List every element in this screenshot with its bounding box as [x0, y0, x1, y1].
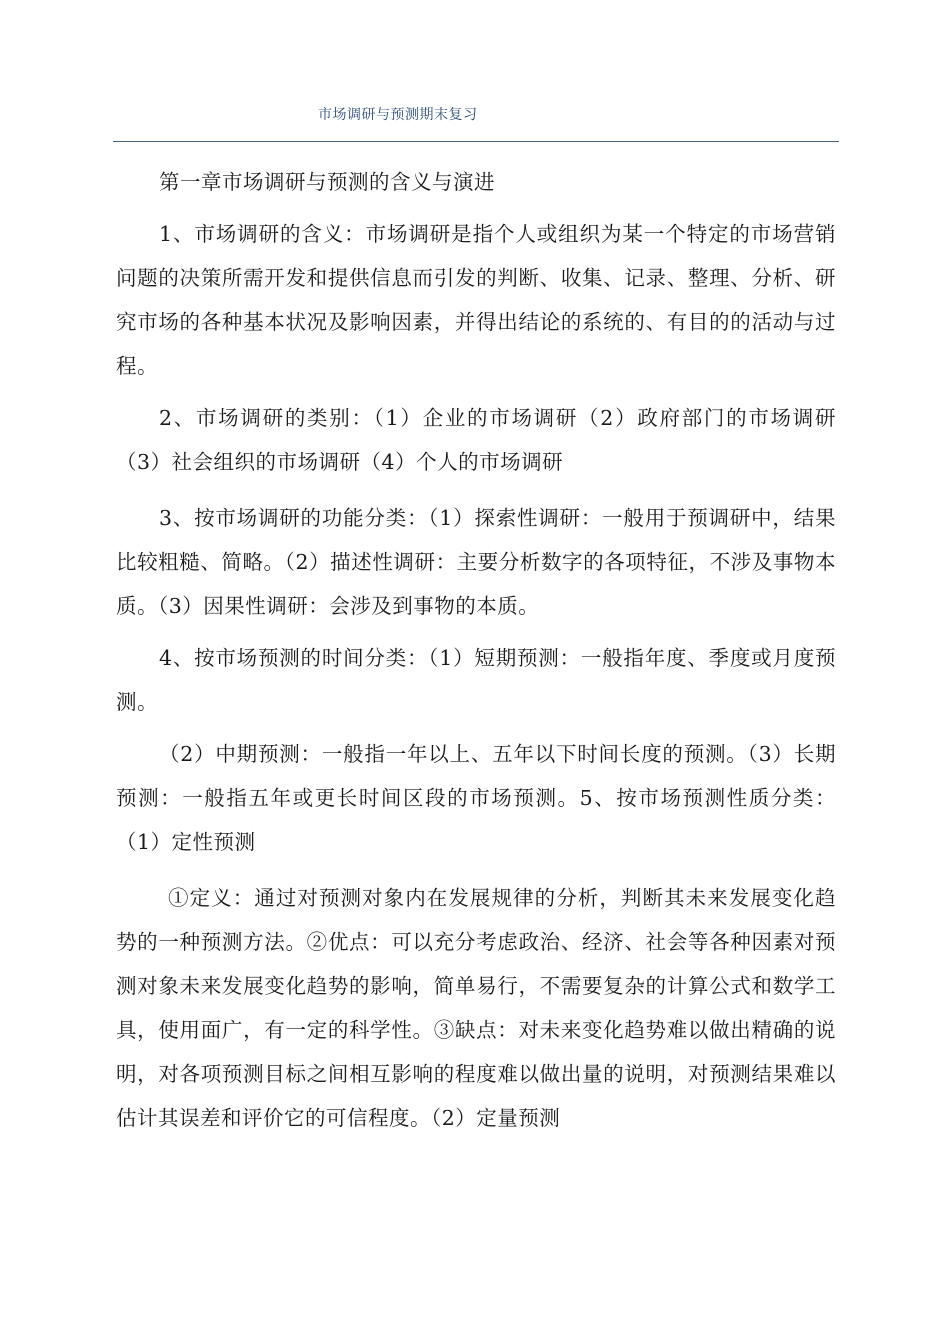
header-divider — [113, 141, 839, 142]
paragraph-6: ①定义：通过对预测对象内在发展规律的分析，判断其未来发展变化趋势的一种预测方法。②优点：可以充分考虑政治、经济、社会等各种因素对预测对象未来发展变化趋势的影响，简单易行，不需要复杂的计算公式和数学工具，使用面广，有一定的科学性。③缺点：对未来变化趋势难以做出精确的说明，对各项预测目标之间相互影响的程度难以做出量的说明，对预测结果难以估计其误差和评价它的可信程度。（2）定量预测 — [116, 886, 836, 1130]
paragraph-5: （2）中期预测：一般指一年以上、五年以下时间长度的预测。（3）长期预测：一般指五年或更长时间区段的市场预测。5、按市场预测性质分类：（1）定性预测 — [116, 742, 836, 854]
paragraph-1: 1、市场调研的含义：市场调研是指个人或组织为某一个特定的市场营销问题的决策所需开发和提供信息而引发的判断、收集、记录、整理、分析、研究市场的各种基本状况及影响因素，并得出结论的系统的、有目的的活动与过程。 — [116, 222, 836, 378]
paragraph-2: 2、市场调研的类别：（1）企业的市场调研（2）政府部门的市场调研（3）社会组织的市场调研（4）个人的市场调研 — [116, 406, 836, 474]
paragraph-4: 4、按市场预测的时间分类：（1）短期预测：一般指年度、季度或月度预测。 — [116, 646, 836, 714]
page-header-title: 市场调研与预测期末复习 — [318, 107, 478, 123]
document-body — [116, 160, 836, 1152]
chapter-title: 第一章市场调研与预测的含义与演进 — [159, 170, 495, 194]
paragraph-3: 3、按市场调研的功能分类：（1）探索性调研：一般用于预调研中，结果比较粗糙、简略。（2）描述性调研：主要分析数字的各项特征，不涉及事物本质。（3）因果性调研：会涉及到事物的本质。 — [116, 506, 836, 618]
